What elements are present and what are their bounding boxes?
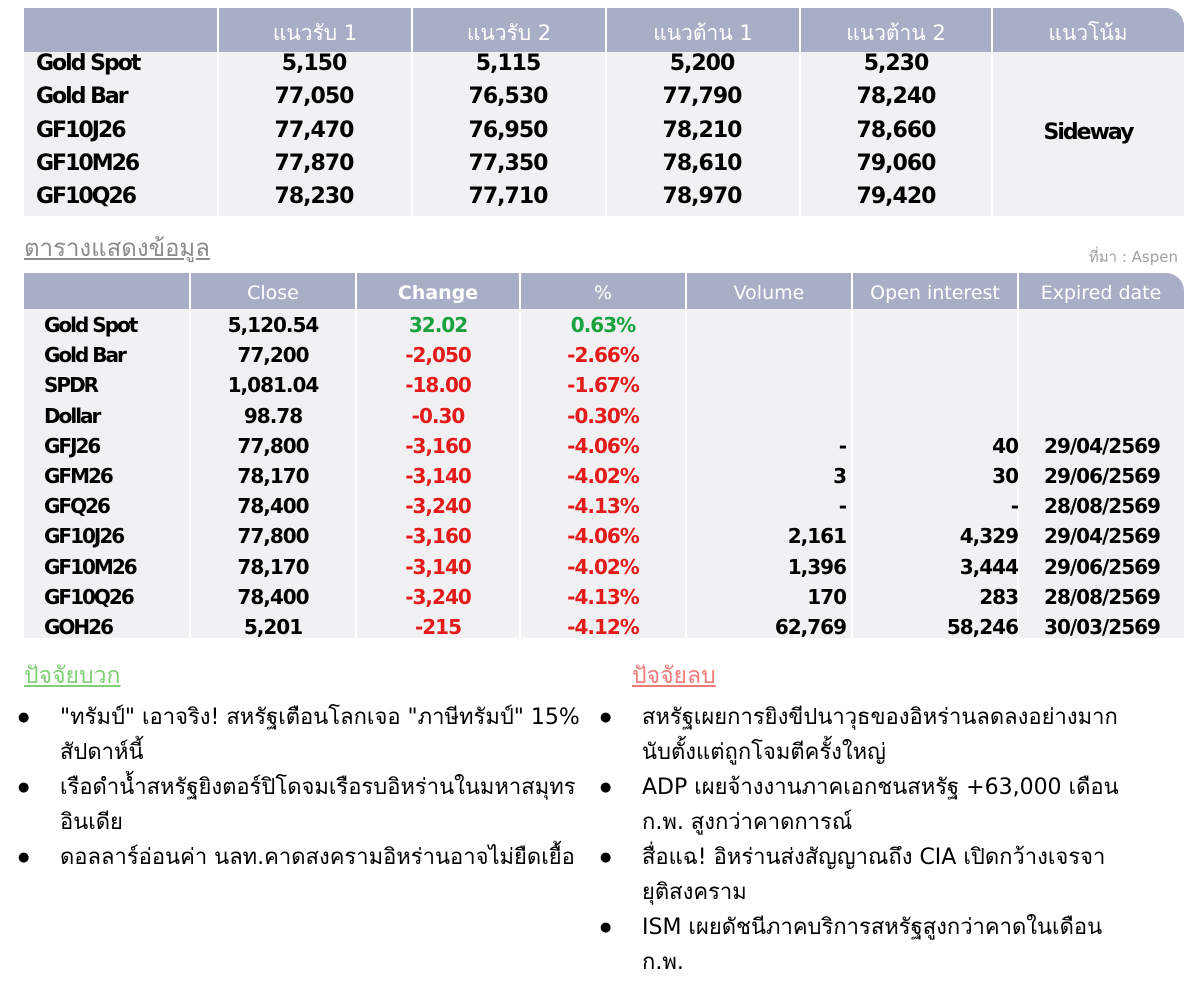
- expired-date-value: 30/03/2569: [1044, 615, 1160, 638]
- row-name: GF10M26: [36, 151, 139, 176]
- expired-date-value: 29/06/2569: [1044, 554, 1160, 579]
- change-value: 32.02: [408, 313, 468, 337]
- close-value: 78,400: [237, 494, 309, 519]
- source-label: ที่มา : Aspen: [1088, 248, 1178, 266]
- column-divider: [411, 8, 413, 216]
- column-divider: [605, 8, 607, 216]
- support-1-value: 5,150: [281, 51, 347, 76]
- close-value: 98.78: [243, 403, 303, 428]
- open-interest-value: 283: [979, 584, 1018, 609]
- change-value: -2,050: [405, 343, 471, 368]
- table-caption: ตารางแสดงข้อมูล: [24, 234, 210, 262]
- volume-value: 62,769: [774, 615, 846, 638]
- header-change: Change: [397, 282, 479, 304]
- close-value: 1,081.04: [227, 373, 319, 398]
- percent-value: -4.13%: [567, 494, 639, 519]
- header-trend: แนวโน้ม: [1048, 21, 1128, 45]
- row-name: GF10Q26: [36, 184, 136, 209]
- close-value: 77,200: [237, 343, 309, 368]
- open-interest-value: 4,329: [959, 524, 1018, 549]
- change-value: -3,240: [405, 584, 471, 609]
- open-interest-value: 3,444: [959, 554, 1018, 579]
- change-value: -3,140: [405, 554, 471, 579]
- volume-value: -: [838, 433, 846, 458]
- list-item: ● ADP เผยจ้างงานภาคเอกชนสหรัฐ +63,000 เดือนก.พ. สูงกว่าคาดการณ์: [600, 770, 1130, 840]
- percent-value: -0.30%: [567, 403, 639, 428]
- header-percent: %: [593, 282, 613, 304]
- header-support-2: แนวรับ 2: [466, 21, 552, 45]
- open-interest-value: 40: [992, 433, 1018, 458]
- percent-value: -4.06%: [567, 524, 639, 549]
- support-1-value: 77,050: [274, 84, 354, 109]
- table-row-name: GF10M26: [44, 554, 136, 579]
- change-value: -18.00: [405, 373, 471, 398]
- expired-date-value: 29/04/2569: [1044, 524, 1160, 549]
- change-value: -215: [414, 615, 462, 638]
- close-value: 5,201: [243, 615, 303, 638]
- change-value: -3,140: [405, 464, 471, 488]
- volume-value: 170: [807, 584, 846, 609]
- support-2-value: 5,115: [475, 51, 541, 76]
- table-row-name: GFJ26: [44, 433, 100, 458]
- support-1-value: 78,230: [274, 184, 354, 209]
- column-divider: [217, 8, 219, 216]
- resistance-1-value: 5,200: [669, 51, 735, 76]
- row-name: Gold Bar: [36, 84, 127, 109]
- support-1-value: 77,870: [274, 151, 354, 176]
- close-value: 78,170: [237, 554, 309, 579]
- column-divider: [991, 8, 993, 216]
- support-2-value: 77,710: [468, 184, 548, 209]
- expired-date-value: 29/06/2569: [1044, 464, 1160, 488]
- header-resistance-2: แนวต้าน 2: [846, 21, 946, 45]
- support-2-value: 76,530: [468, 84, 548, 109]
- table-row-name: GFQ26: [44, 494, 109, 519]
- list-item: ● สื่อแฉ! อิหร่านส่งสัญญาณถึง CIA เปิดกว้างเจรจายุติสงคราม: [600, 840, 1130, 910]
- resistance-2-value: 79,420: [856, 184, 936, 209]
- negative-factors-heading: ปัจจัยลบ: [632, 663, 716, 689]
- change-value: -0.30: [411, 403, 465, 428]
- change-value: -3,160: [405, 524, 471, 549]
- resistance-1-value: 77,790: [662, 84, 742, 109]
- header-close: Close: [247, 282, 299, 304]
- open-interest-value: -: [1010, 494, 1018, 519]
- volume-value: 2,161: [787, 524, 846, 549]
- support-1-value: 77,470: [274, 118, 354, 143]
- support-2-value: 77,350: [468, 151, 548, 176]
- resistance-2-value: 78,240: [856, 84, 936, 109]
- percent-value: 0.63%: [570, 313, 636, 337]
- negative-factors-list: [600, 700, 1130, 980]
- header-open-interest: Open interest: [870, 282, 1000, 304]
- list-item: ● เรือดำน้ำสหรัฐยิงตอร์ปิโดจมเรือรบอิหร่านในมหาสมุทรอินเดีย: [18, 770, 588, 840]
- table-row-name: GF10Q26: [44, 584, 133, 609]
- trend-value: Sideway: [1043, 120, 1133, 145]
- percent-value: -4.12%: [567, 615, 639, 638]
- percent-value: -1.67%: [567, 373, 639, 398]
- open-interest-value: 30: [992, 464, 1018, 488]
- change-value: -3,160: [405, 433, 471, 458]
- percent-value: -2.66%: [567, 343, 639, 368]
- expired-date-value: 28/08/2569: [1044, 584, 1160, 609]
- close-value: 78,400: [237, 584, 309, 609]
- row-name: Gold Spot: [36, 51, 140, 76]
- table-row-name: Gold Bar: [44, 343, 125, 368]
- header-volume: Volume: [733, 282, 805, 304]
- change-value: -3,240: [405, 494, 471, 519]
- table-row-name: Dollar: [44, 403, 100, 428]
- volume-value: 3: [833, 464, 846, 488]
- volume-value: -: [838, 494, 846, 519]
- positive-factors-list: [18, 700, 588, 875]
- header-support-1: แนวรับ 1: [272, 21, 358, 45]
- resistance-1-value: 78,210: [662, 118, 742, 143]
- resistance-1-value: 78,610: [662, 151, 742, 176]
- header-resistance-1: แนวต้าน 1: [653, 21, 753, 45]
- table-row-name: GF10J26: [44, 524, 124, 549]
- percent-value: -4.02%: [567, 464, 639, 488]
- percent-value: -4.13%: [567, 584, 639, 609]
- table-row-name: SPDR: [44, 373, 98, 398]
- close-value: 77,800: [237, 524, 309, 549]
- list-item: ● ดอลลาร์อ่อนค่า นลท.คาดสงครามอิหร่านอาจไม่ยืดเยื้อ: [18, 840, 588, 875]
- list-item: ● สหรัฐเผยการยิงขีปนาวุธของอิหร่านลดลงอย่างมาก นับตั้งแต่ถูกโจมตีครั้งใหญ่: [600, 700, 1130, 770]
- table-row-name: Gold Spot: [44, 313, 137, 337]
- header-expired-date: Expired date: [1040, 282, 1162, 304]
- resistance-2-value: 5,230: [863, 51, 929, 76]
- expired-date-value: 28/08/2569: [1044, 494, 1160, 519]
- resistance-2-value: 78,660: [856, 118, 936, 143]
- expired-date-value: 29/04/2569: [1044, 433, 1160, 458]
- percent-value: -4.02%: [567, 554, 639, 579]
- resistance-1-value: 78,970: [662, 184, 742, 209]
- support-2-value: 76,950: [468, 118, 548, 143]
- table-row-name: GOH26: [44, 615, 112, 638]
- market-data-table: [24, 273, 1184, 638]
- close-value: 78,170: [237, 464, 309, 488]
- list-item: ● "ทรัมป์" เอาจริง! สหรัฐเตือนโลกเจอ "ภาษีทรัมป์" 15% สัปดาห์นี้: [18, 700, 588, 770]
- volume-value: 1,396: [787, 554, 846, 579]
- support-resistance-table: [24, 8, 1184, 216]
- close-value: 77,800: [237, 433, 309, 458]
- row-name: GF10J26: [36, 118, 125, 143]
- open-interest-value: 58,246: [946, 615, 1018, 638]
- table-row-name: GFM26: [44, 464, 112, 488]
- percent-value: -4.06%: [567, 433, 639, 458]
- column-divider: [799, 8, 801, 216]
- positive-factors-heading: ปัจจัยบวก: [24, 663, 121, 689]
- resistance-2-value: 79,060: [856, 151, 936, 176]
- list-item: ● ISM เผยดัชนีภาคบริการสหรัฐสูงกว่าคาดในเดือนก.พ.: [600, 910, 1130, 980]
- close-value: 5,120.54: [227, 313, 319, 337]
